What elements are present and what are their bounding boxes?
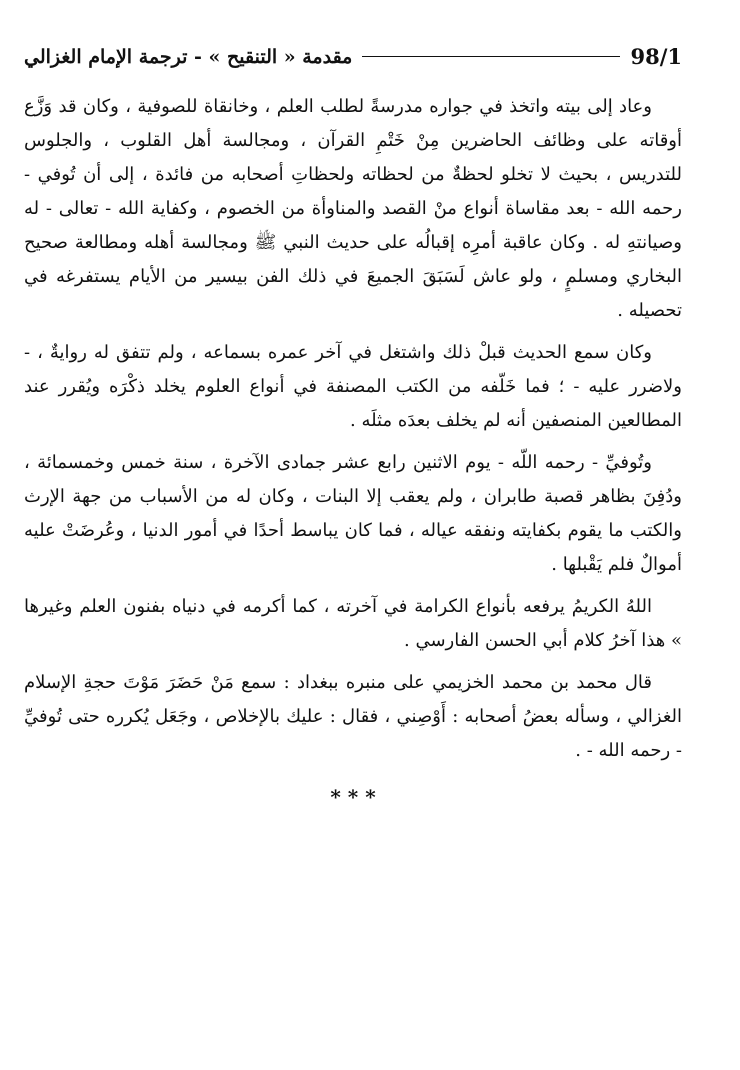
- paragraph: وكان سمع الحديث قبلْ ذلك واشتغل في آخر عمره بسماعه ، ولم تتفق له روايةٌ ، - ولاضرر عليه - ؛ فما خَلّفه من الكتب المصنفة في أنواع العلوم يخلد ذكْرَه ويُقرر عند المطالعين المنصفين أنه لم يخلف بعدَه مثلَه .: [24, 342, 682, 431]
- paragraph: وتُوفيِّ - رحمه اللّه - يوم الاثنين رابع عشر جمادى الآخرة ، سنة خمس وخمسمائة ، ودُفِنَ بظاهر قصبة طابران ، ولم يعقب إلا البنات ، وكان له من الأسباب من جهة الإرث والكتب ما يقوم بكفايته ونفقه عياله ، فما كان يباسط أحدًا في أمور الدنيا ، وعُرضَتْ عليه أموالٌ فلم يَقْبلها .: [24, 452, 682, 575]
- header-rule: [362, 56, 620, 57]
- paragraph: اللهُ الكريمُ يرفعه بأنواع الكرامة في آخرته ، كما أكرمه في دنياه بفنون العلم وغيرها » هذا آخرُ كلام أبي الحسن الفارسي .: [24, 596, 682, 651]
- paragraph: قال محمد بن محمد الخزيمي على منبره ببغداد : سمع مَنْ حَضَرَ مَوْتَ حجةِ الإسلام الغزالي ، وسأله بعضُ أصحابه : أَوْصِني ، فقال : عليك بالإخلاص ، وجَعَل يُكرره حتى تُوفيِّ - رحمه الله - .: [24, 672, 682, 761]
- page-number: 98/1: [630, 44, 682, 69]
- running-title: مقدمة « التنقيح » - ترجمة الإمام الغزالي: [24, 45, 353, 68]
- paragraph: وعاد إلى بيته واتخذ في جواره مدرسةً لطلب العلم ، وخانقاة للصوفية ، وكان قد وَزَّع أوقاته على وظائف الحاضرين مِنْ خَتْمِ القرآن ، ومجالسة أهل القلوب ، والجلوس للتدريس ، بحيث لا تخلو لحظةٌ من لحظاته ولحظاتِ أصحابه من فائدة ، إلى أن تُوفي - رحمه الله - بعد مقاساة أنواع منْ القصد والمناوأة من الخصوم ، وكفاية الله - تعالى - له وصيانتهِ له . وكان عاقبة أمرِه إقبالُه على حديث النبي ﷺ ومجالسة أهله ومطالعة صحيح البخاري ومسلمٍ ، ولو عاش لَسَبَقَ الجميعَ في ذلك الفن بيسير من الأيام يستفرغه في تحصيله .: [24, 96, 682, 321]
- page-body: [24, 90, 682, 814]
- section-separator: * * *: [330, 785, 376, 809]
- page-header: [24, 44, 682, 69]
